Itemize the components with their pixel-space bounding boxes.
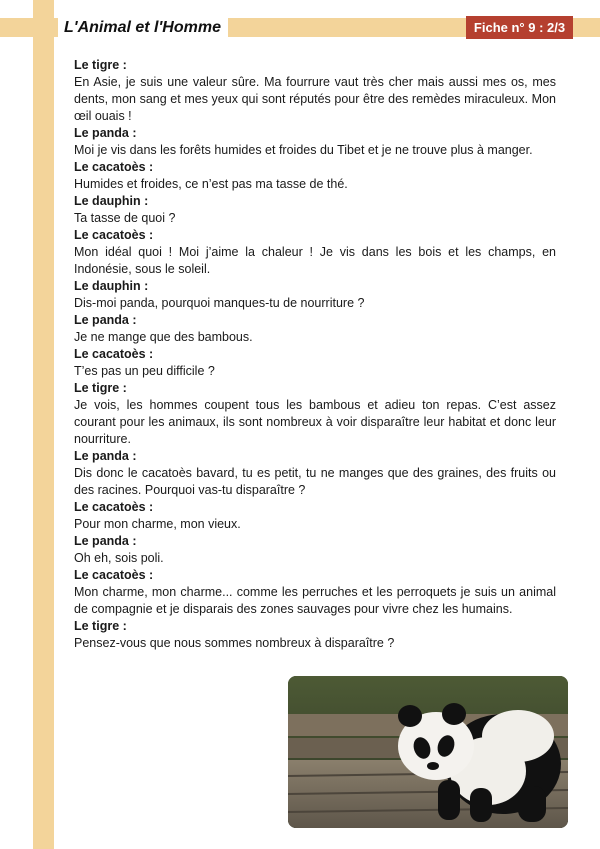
speaker-label: Le cacatoès :	[74, 500, 154, 514]
speech-text: Je vois, les hommes coupent tous les bambous et adieu ton repas. C’est assez courant pour les animaux, ils sont nombreux à voir disparaître leur habitat et donc leur nourriture.	[74, 398, 556, 446]
speaker-label: Le panda :	[74, 126, 137, 140]
speech-text: T’es pas un peu difficile ?	[74, 364, 215, 378]
speaker-label: Le panda :	[74, 534, 137, 548]
dialogue-entry	[74, 227, 556, 278]
speech-text: Mon charme, mon charme... comme les perruches et les perroquets je suis un animal de compagnie et je disparais des zones sauvages pour vivre chez les humains.	[74, 585, 556, 616]
speech-text: Mon idéal quoi ! Moi j’aime la chaleur ! Je vis dans les bois et les champs, en Indonésie, sous le soleil.	[74, 245, 556, 276]
speech-text: Pour mon charme, mon vieux.	[74, 517, 241, 531]
dialogue-entry	[74, 448, 556, 499]
speaker-label: Le cacatoès :	[74, 347, 154, 361]
speaker-label: Le cacatoès :	[74, 160, 154, 174]
dialogue-entry	[74, 567, 556, 618]
speech-text: En Asie, je suis une valeur sûre. Ma fourrure vaut très cher mais aussi mes os, mes dents, mon sang et mes yeux qui sont réputés pour être des remèdes miraculeux. Mon œil ouais !	[74, 75, 556, 123]
speaker-label: Le cacatoès :	[74, 228, 154, 242]
dialogue-text	[74, 57, 556, 652]
speech-text: Moi je vis dans les forêts humides et froides du Tibet et je ne trouve plus à manger.	[74, 143, 533, 157]
speaker-label: Le dauphin :	[74, 279, 149, 293]
speaker-label: Le cacatoès :	[74, 568, 154, 582]
speaker-label: Le panda :	[74, 313, 137, 327]
dialogue-entry	[74, 312, 556, 346]
dialogue-entry	[74, 57, 556, 125]
dialogue-entry	[74, 618, 556, 652]
fiche-badge: Fiche n° 9 : 2/3	[466, 16, 573, 39]
panda-illustration-icon	[288, 676, 568, 828]
speaker-label: Le tigre :	[74, 619, 127, 633]
dialogue-entry	[74, 159, 556, 193]
panda-photo	[288, 676, 568, 828]
speech-text: Humides et froides, ce n’est pas ma tasse de thé.	[74, 177, 348, 191]
dialogue-entry	[74, 380, 556, 448]
speech-text: Je ne mange que des bambous.	[74, 330, 253, 344]
speaker-label: Le dauphin :	[74, 194, 149, 208]
speaker-label: Le panda :	[74, 449, 137, 463]
speech-text: Dis-moi panda, pourquoi manques-tu de nourriture ?	[74, 296, 365, 310]
dialogue-entry	[74, 125, 556, 159]
left-margin-bar	[33, 0, 54, 849]
speaker-label: Le tigre :	[74, 381, 127, 395]
page-title: L'Animal et l'Homme	[58, 17, 228, 39]
dialogue-entry	[74, 499, 556, 533]
speech-text: Oh eh, sois poli.	[74, 551, 164, 565]
dialogue-entry	[74, 193, 556, 227]
dialogue-entry	[74, 533, 556, 567]
dialogue-entry	[74, 278, 556, 312]
dialogue-entry	[74, 346, 556, 380]
speech-text: Dis donc le cacatoès bavard, tu es petit, tu ne manges que des graines, des fruits ou des racines. Pourquoi vas-tu disparaître ?	[74, 466, 556, 497]
speaker-label: Le tigre :	[74, 58, 127, 72]
speech-text: Pensez-vous que nous sommes nombreux à disparaître ?	[74, 636, 395, 650]
speech-text: Ta tasse de quoi ?	[74, 211, 176, 225]
